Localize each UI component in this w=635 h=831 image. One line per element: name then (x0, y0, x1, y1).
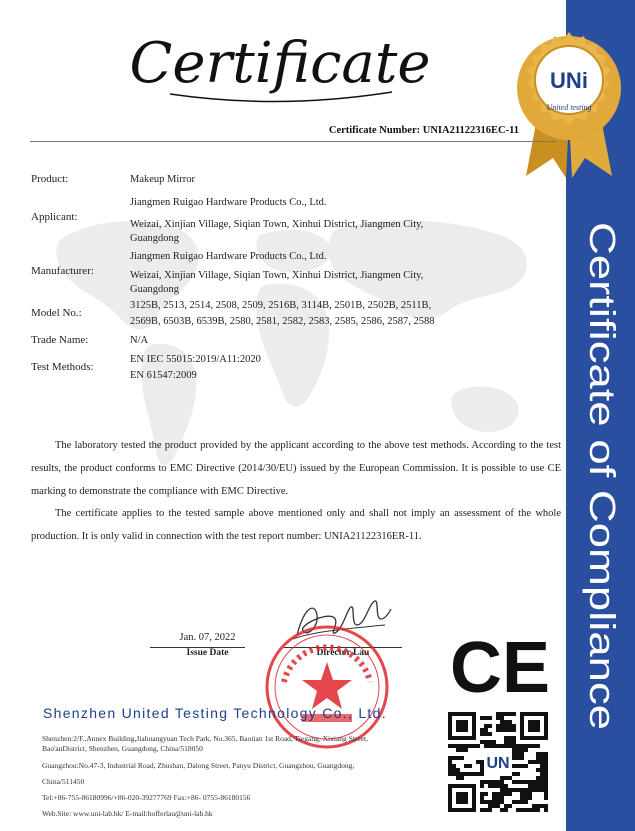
title-text: Certificate (130, 31, 430, 96)
product-label: Product: (31, 173, 69, 185)
red-company-stamp (262, 622, 392, 752)
model-value-1: 3125B, 2513, 2514, 2508, 2509, 2516B, 3114B, 2501B, 2502B, 2511B, (130, 300, 432, 311)
contact-web: Web.Site: www.uni-lab.hk/ E-mail:hofferlau@uni-lab.hk (42, 809, 213, 818)
product-value: Makeup Mirror (130, 174, 196, 185)
contact-guangzhou-1: Guangzhou:No.47-3, Industrial Road, Zhushan, Dalong Street, Panyu District, Guangzhou, Guangdong, (42, 761, 355, 770)
svg-text:UN: UN (486, 755, 510, 772)
applicant-value-1: Jiangmen Ruigao Hardware Products Co., Ltd. (130, 197, 327, 208)
company-name: Shenzhen United Testing Technology Co., Ltd. (43, 705, 387, 721)
trade-value: N/A (130, 335, 149, 346)
contact-phone: Tel:+86-755-86180996/+86-020-39277769 Fax:+86- 0755-86180156 (42, 793, 251, 802)
divider (30, 141, 557, 142)
paragraph-2 (31, 502, 561, 548)
badge-ring-text: United testing (546, 103, 592, 112)
applicant-value-2: Weizai, Xinjian Village, Siqian Town, Xinhui District, Jiangmen City, (130, 219, 424, 230)
model-value-2: 2569B, 6503B, 6539B, 2580, 2581, 2582, 2583, 2585, 2586, 2587, 2588 (130, 316, 435, 327)
model-label: Model No.: (31, 307, 82, 319)
badge-logo-text: UNi (550, 68, 588, 93)
issue-date-label: Issue Date (186, 648, 229, 658)
contact-shenzhen-2: Bao'anDistrict, Shenzhen, Guangdong, China/518050 (42, 744, 203, 753)
manufacturer-value-1: Jiangmen Ruigao Hardware Products Co., Ltd. (130, 251, 327, 262)
side-text-vertical (574, 222, 630, 732)
ce-mark-text: CE (450, 630, 550, 702)
methods-value-2: EN 61547:2009 (130, 370, 197, 381)
issue-date: Jan. 07, 2022 (179, 632, 236, 643)
manufacturer-value-2: Weizai, Xinjian Village, Siqian Town, Xinhui District, Jiangmen City, (130, 270, 424, 281)
qr-code (448, 712, 548, 812)
certificate-number: Certificate Number: UNIA21122316EC-11 (328, 125, 519, 136)
paragraph-1 (31, 434, 561, 503)
paragraph-1-text: The laboratory tested the product provided by the applicant according to the above test methods. According to the test results, the product conforms to EMC Directive (2014/30/EU) issued by the European Commission. It is possible to use CE marking to demonstrate the compliance with EMC Directive. (31, 440, 561, 497)
applicant-label: Applicant: (31, 211, 78, 223)
svg-text:Certificate of Compliance: Certificate of Compliance (582, 222, 623, 625)
contact-shenzhen-1: Shenzhen:2/F.,Annex Building,Jiahuangyuan Tech Park, No.365, Baotian 1st Road, Tiegang, Xixiang Street, (42, 734, 368, 743)
manufacturer-value-3: Guangdong (130, 284, 179, 295)
ce-mark (450, 630, 550, 702)
paragraph-2-text: The certificate applies to the tested sample above mentioned only and shall not imply an assessment of the whole production. It is only valid in connection with the test report number: UNIA21122316ER-11. (31, 508, 561, 542)
applicant-value-3: Guangdong (130, 233, 179, 244)
trade-label: Trade Name: (31, 334, 89, 346)
certificate-title (0, 20, 560, 115)
contact-guangzhou-2: China/511450 (42, 777, 85, 786)
methods-label: Test Methods: (31, 361, 94, 373)
manufacturer-label: Manufacturer: (31, 265, 94, 277)
director-label: Director Lau (316, 648, 370, 658)
methods-value-1: EN IEC 55015:2019/A11:2020 (130, 354, 261, 365)
